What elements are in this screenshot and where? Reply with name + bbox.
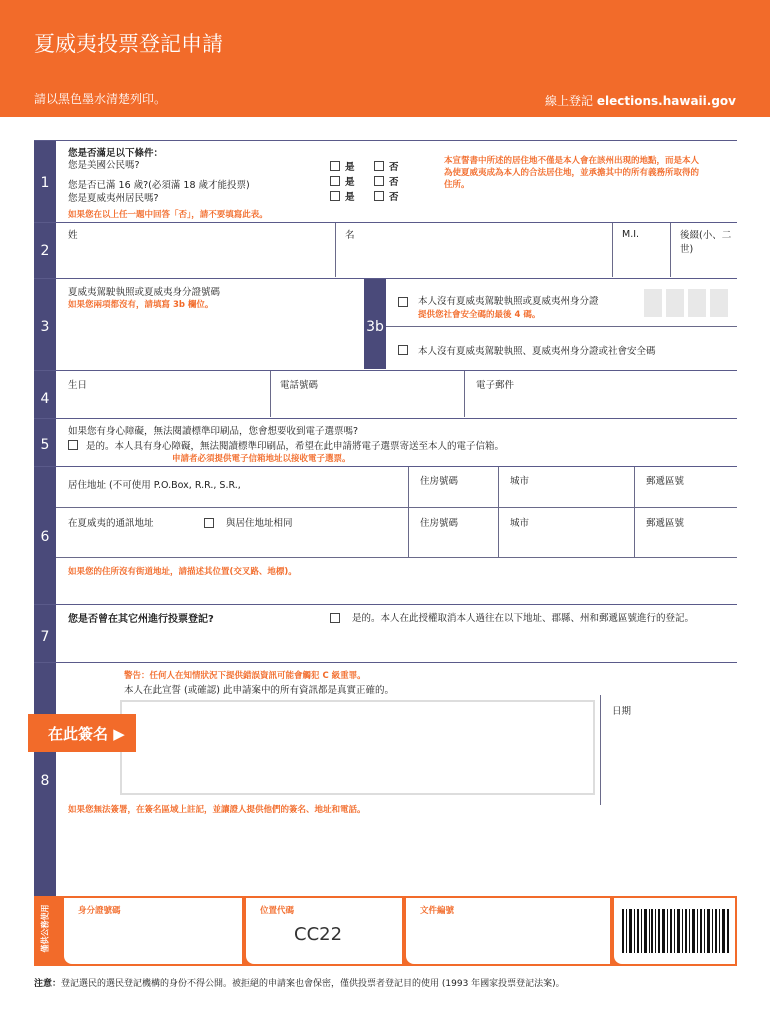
yes-label: 是 <box>345 192 355 203</box>
age-yes-checkbox[interactable] <box>330 176 340 186</box>
no-license-checkbox[interactable] <box>398 297 408 307</box>
ineligible-warning: 如果您在以上任一題中回答「否」，請不要填寫此表。 <box>68 210 268 220</box>
last-name-label: 姓 <box>68 230 78 241</box>
unit-label: 住房號碼 <box>420 476 459 487</box>
license-label: 夏威夷駕駛執照或夏威夷身分證號碼 <box>68 287 221 298</box>
affirmation-text: 本人在此宣誓 (或確認) 此申請案中的所有資訊都是真實正確的。 <box>124 685 394 696</box>
no-license-label: 本人沒有夏威夷駕駛執照或夏威夷州身分證 <box>418 296 599 307</box>
section-4 <box>34 370 737 418</box>
felony-warning: 警告：任何人在知情狀況下提供錯誤資訊可能會觸犯 C 級重罪。 <box>124 671 366 681</box>
cannot-sign-warning: 如果您無法簽署，在簽名區域上註記，並讓證人提供他們的簽名、地址和電話。 <box>68 805 366 815</box>
phone-label: 電話號碼 <box>280 380 319 391</box>
online-label: 線上登記 <box>545 94 594 108</box>
id-number-label: 身分證號碼 <box>78 906 121 916</box>
office-use-label: 僅供公務使用 <box>40 904 50 953</box>
sign-here-tag: 在此簽名 ▶ <box>28 714 136 752</box>
ssn-digit-box[interactable] <box>666 289 684 317</box>
other-state-option: 是的。本人在此授權取消本人過往在以下地址、郡縣、州和郵遞區號進行的登記。 <box>352 613 695 624</box>
barcode-image <box>618 903 734 959</box>
footer-note-label: 注意： <box>34 979 62 989</box>
resident-no-checkbox[interactable] <box>374 191 384 201</box>
residence-address-label: 居住地址 (不可使用 P.O.Box, R.R., S.R., <box>68 480 241 491</box>
no-id-label: 本人沒有夏威夷駕駛執照、夏威夷州身分證或社會安全碼 <box>418 346 656 357</box>
document-number-box <box>406 898 610 964</box>
resident-yes-checkbox[interactable] <box>330 191 340 201</box>
license-warning: 如果您兩項都沒有，請填寫 3b 欄位。 <box>68 300 214 310</box>
signature-box[interactable] <box>120 700 595 795</box>
section-number: 8 <box>40 773 50 789</box>
other-state-checkbox[interactable] <box>330 613 340 623</box>
mail-zip-label: 郵遞區號 <box>646 518 685 529</box>
form-title: 夏威夷投票登記申請 <box>34 32 223 56</box>
dob-label: 生日 <box>68 380 88 391</box>
ssn-warning: 提供您社會安全碼的最後 4 碼。 <box>418 310 541 320</box>
mailing-address-label: 在夏威夷的通訊地址 <box>68 518 154 529</box>
online-registration <box>545 92 736 109</box>
section-number: 7 <box>40 629 50 645</box>
footer-note <box>34 976 565 989</box>
ssn-digit-box[interactable] <box>644 289 662 317</box>
ssn-digit-box[interactable] <box>688 289 706 317</box>
resident-question: 您是夏威夷州居民嗎? <box>68 193 159 204</box>
no-id-checkbox[interactable] <box>398 345 408 355</box>
email-label: 電子郵件 <box>476 380 515 391</box>
section-7 <box>34 604 737 662</box>
e-ballot-warning: 申請者必須提供電子信箱地址以接收電子選票。 <box>172 454 351 464</box>
citizen-question: 您是美國公民嗎? <box>68 160 140 171</box>
first-name-label: 名 <box>345 230 355 241</box>
other-state-question: 您是否曾在其它州進行投票登記? <box>68 614 214 625</box>
zip-label: 郵遞區號 <box>646 476 685 487</box>
id-number-box <box>64 898 242 964</box>
footer-note-text: 登記選民的選民登記機構的身份不得公開。被拒絕的申請案也會保密，僅供投票者登記目的使用 (1993 年國家投票登記法案)。 <box>61 979 565 989</box>
residence-note: 本宣誓書中所述的居住地不僅是本人會在該州出現的地點，而是本人為使夏威夷成為本人的合法居住地，並承擔其中的所有義務所取得的住所。 <box>444 156 700 190</box>
city-label: 城市 <box>510 476 530 487</box>
section-number: 5 <box>40 437 50 453</box>
suffix-label: 後綴(小、二世) <box>680 230 732 255</box>
location-code-label: 位置代碼 <box>260 906 295 916</box>
no-label: 否 <box>389 192 399 203</box>
no-label: 否 <box>389 162 399 173</box>
section-3b-number: 3b <box>366 319 384 335</box>
ssn-digit-box[interactable] <box>710 289 728 317</box>
yes-label: 是 <box>345 177 355 188</box>
age-question: 您是否已滿 16 歲?(必須滿 18 歲才能投票) <box>68 180 250 191</box>
location-code-value: CC22 <box>294 924 343 945</box>
section-number: 6 <box>40 529 50 545</box>
section-number: 4 <box>40 391 50 407</box>
age-no-checkbox[interactable] <box>374 176 384 186</box>
section-6 <box>34 466 737 604</box>
yes-label: 是 <box>345 162 355 173</box>
location-code-box <box>246 898 402 964</box>
middle-initial-label: M.I. <box>622 229 640 240</box>
no-street-address-warning: 如果您的住所沒有街道地址，請描述其位置(交叉路、地標)。 <box>68 567 297 577</box>
no-label: 否 <box>389 177 399 188</box>
e-ballot-checkbox[interactable] <box>68 440 78 450</box>
date-label: 日期 <box>612 706 632 717</box>
mail-unit-label: 住房號碼 <box>420 518 459 529</box>
mail-city-label: 城市 <box>510 518 530 529</box>
citizen-no-checkbox[interactable] <box>374 161 384 171</box>
citizen-yes-checkbox[interactable] <box>330 161 340 171</box>
section-number: 1 <box>40 175 50 191</box>
e-ballot-option: 是的。本人具有身心障礙，無法閱讀標準印刷品，希望在此申請將電子選票寄送至本人的電子信箱。 <box>86 441 505 452</box>
online-url[interactable]: elections.hawaii.gov <box>596 94 736 108</box>
print-instruction: 請以黑色墨水清楚列印。 <box>34 92 167 106</box>
page-header <box>0 0 770 117</box>
section-1 <box>34 140 737 222</box>
document-number-label: 文件編號 <box>420 906 455 916</box>
same-address-checkbox[interactable] <box>204 518 214 528</box>
section-number: 2 <box>40 243 50 259</box>
section-number: 3 <box>40 319 50 335</box>
eligibility-heading: 您是否滿足以下條件： <box>68 148 164 159</box>
section-5 <box>34 418 737 466</box>
e-ballot-question: 如果您有身心障礙，無法閱讀標準印刷品，您會想要收到電子選票嗎? <box>68 426 359 437</box>
section-2 <box>34 222 737 278</box>
section-3 <box>34 278 737 370</box>
same-address-label: 與居住地址相同 <box>226 518 293 529</box>
